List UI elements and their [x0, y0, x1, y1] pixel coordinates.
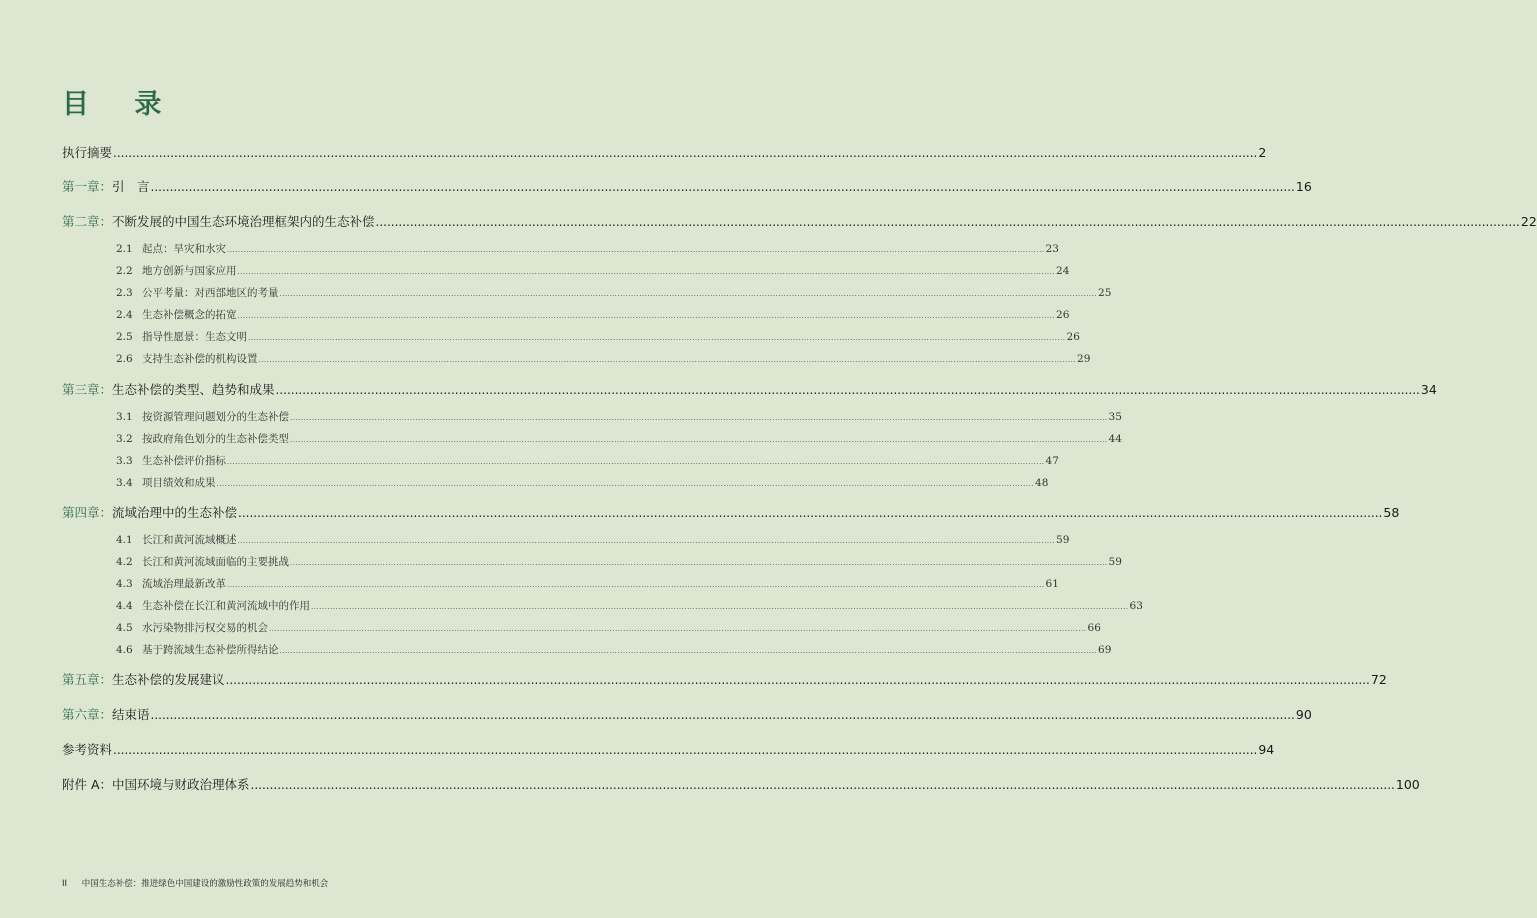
dot-leader: ............................................................................................................................................................................................................................................................................................................ — [290, 559, 1108, 567]
toc-subentry[interactable] — [116, 532, 1070, 547]
chapter-number: 第二章： — [62, 214, 113, 229]
section-title: 生态补偿在长江和黄河流域中的作用 — [142, 600, 310, 612]
toc-page-number: 47 — [1045, 455, 1059, 467]
toc-subentry[interactable] — [116, 263, 1070, 278]
dot-leader: ............................................................................................................................................................................................................................................................................................................ — [269, 625, 1087, 633]
dot-leader: ............................................................................................................................................................................................................................................................................................................ — [238, 506, 1383, 520]
toc-page-number: 48 — [1035, 477, 1049, 489]
section-number: 2.4 — [116, 309, 133, 321]
chapter-number: 第五章： — [62, 672, 113, 687]
toc-entry-chapter-2[interactable] — [62, 212, 1537, 230]
toc-subentry[interactable] — [116, 431, 1122, 446]
toc-entry-exec-summary[interactable] — [62, 143, 1267, 161]
toc-entry-label: 执行摘要 — [62, 145, 113, 160]
dot-leader: ............................................................................................................................................................................................................................................................................................................ — [113, 743, 1258, 757]
section-number: 2.3 — [116, 287, 133, 299]
section-number: 4.1 — [116, 534, 133, 546]
section-title: 生态补偿评价指标 — [142, 455, 226, 467]
dot-leader: ............................................................................................................................................................................................................................................................................................................ — [225, 673, 1370, 687]
page-footer — [62, 877, 328, 889]
toc-page-number: 29 — [1077, 353, 1091, 365]
footer-page-number: II — [62, 879, 68, 889]
dot-leader: ............................................................................................................................................................................................................................................................................................................ — [279, 290, 1098, 298]
dot-leader: ............................................................................................................................................................................................................................................................................................................ — [250, 778, 1395, 792]
section-title: 按资源管理问题划分的生态补偿 — [142, 411, 289, 423]
section-title: 项目绩效和成果 — [142, 477, 216, 489]
toc-subentry[interactable] — [116, 576, 1059, 591]
toc-subentry[interactable] — [116, 241, 1059, 256]
section-title: 按政府角色划分的生态补偿类型 — [142, 433, 289, 445]
section-number: 3.1 — [116, 411, 133, 423]
section-number: 4.4 — [116, 600, 133, 612]
toc-page-number: 16 — [1295, 179, 1312, 194]
section-number: 4.6 — [116, 644, 133, 656]
section-title: 指导性愿景：生态文明 — [142, 331, 247, 343]
chapter-title: 引 言 — [112, 179, 150, 194]
toc-page-number: 58 — [1383, 505, 1400, 520]
toc-page-number: 94 — [1258, 742, 1275, 757]
dot-leader: ............................................................................................................................................................................................................................................................................................................ — [279, 647, 1098, 655]
section-number: 4.3 — [116, 578, 133, 590]
dot-leader: ............................................................................................................................................................................................................................................................................................................ — [237, 268, 1056, 276]
toc-subentry[interactable] — [116, 409, 1122, 424]
toc-page-number: 22 — [1520, 214, 1537, 229]
dot-leader: ............................................................................................................................................................................................................................................................................................................ — [375, 215, 1520, 229]
chapter-title: 流域治理中的生态补偿 — [112, 505, 238, 520]
chapter-title: 生态补偿的类型、趋势和成果 — [112, 382, 275, 397]
section-title: 长江和黄河流域面临的主要挑战 — [142, 556, 289, 568]
dot-leader: ............................................................................................................................................................................................................................................................................................................ — [290, 414, 1108, 422]
dot-leader: ............................................................................................................................................................................................................................................................................................................ — [275, 383, 1420, 397]
toc-subentry[interactable] — [116, 642, 1112, 657]
chapter-number: 第六章： — [62, 707, 113, 722]
toc-page-number: 34 — [1420, 382, 1437, 397]
toc-entry-chapter-1[interactable] — [62, 177, 1312, 195]
dot-leader: ............................................................................................................................................................................................................................................................................................................ — [248, 334, 1066, 342]
section-number: 3.4 — [116, 477, 133, 489]
toc-entry-chapter-3[interactable] — [62, 380, 1437, 398]
toc-page-number: 72 — [1370, 672, 1387, 687]
toc-subentry[interactable] — [116, 351, 1091, 366]
dot-leader: ............................................................................................................................................................................................................................................................................................................ — [227, 246, 1045, 254]
section-title: 地方创新与国家应用 — [142, 265, 237, 277]
section-title: 长江和黄河流域概述 — [142, 534, 237, 546]
toc-page-number: 26 — [1066, 331, 1080, 343]
toc-page-number: 25 — [1098, 287, 1112, 299]
dot-leader: ............................................................................................................................................................................................................................................................................................................ — [150, 708, 1295, 722]
toc-entry-chapter-4[interactable] — [62, 503, 1400, 521]
chapter-title: 结束语 — [112, 707, 150, 722]
toc-page-number: 26 — [1056, 309, 1070, 321]
dot-leader: ............................................................................................................................................................................................................................................................................................................ — [237, 312, 1056, 320]
chapter-title: 不断发展的中国生态环境治理框架内的生态补偿 — [112, 214, 375, 229]
section-number: 4.2 — [116, 556, 133, 568]
section-number: 4.5 — [116, 622, 133, 634]
dot-leader: ............................................................................................................................................................................................................................................................................................................ — [150, 180, 1295, 194]
section-number: 2.5 — [116, 331, 133, 343]
toc-subentry[interactable] — [116, 598, 1143, 613]
dot-leader: ............................................................................................................................................................................................................................................................................................................ — [227, 458, 1045, 466]
toc-page-number: 100 — [1395, 777, 1420, 792]
section-title: 生态补偿概念的拓宽 — [142, 309, 237, 321]
dot-leader: ............................................................................................................................................................................................................................................................................................................ — [311, 603, 1129, 611]
toc-subentry[interactable] — [116, 307, 1070, 322]
section-number: 3.3 — [116, 455, 133, 467]
toc-page-number: 44 — [1108, 433, 1122, 445]
section-title: 流域治理最新改革 — [142, 578, 226, 590]
toc-page-number: 66 — [1087, 622, 1101, 634]
chapter-number: 第四章： — [62, 505, 113, 520]
dot-leader: ............................................................................................................................................................................................................................................................................................................ — [227, 581, 1045, 589]
section-title: 基于跨流域生态补偿所得结论 — [142, 644, 279, 656]
chapter-number: 第一章： — [62, 179, 113, 194]
section-title: 水污染物排污权交易的机会 — [142, 622, 268, 634]
dot-leader: ............................................................................................................................................................................................................................................................................................................ — [290, 436, 1108, 444]
section-number: 3.2 — [116, 433, 133, 445]
toc-subentry[interactable] — [116, 453, 1059, 468]
chapter-title: 生态补偿的发展建议 — [112, 672, 225, 687]
section-number: 2.6 — [116, 353, 133, 365]
toc-subentry[interactable] — [116, 620, 1101, 635]
toc-page-number: 59 — [1108, 556, 1122, 568]
toc-page-number: 2 — [1258, 145, 1267, 160]
toc-page-number: 61 — [1045, 578, 1059, 590]
dot-leader: ............................................................................................................................................................................................................................................................................................................ — [237, 537, 1056, 545]
dot-leader: ............................................................................................................................................................................................................................................................................................................ — [113, 146, 1258, 160]
dot-leader: ............................................................................................................................................................................................................................................................................................................ — [258, 356, 1077, 364]
toc-page-number: 35 — [1108, 411, 1122, 423]
toc-page-number: 90 — [1295, 707, 1312, 722]
toc-page-number: 59 — [1056, 534, 1070, 546]
section-title: 公平考量：对西部地区的考量 — [142, 287, 279, 299]
toc-entry-appendix-a[interactable] — [62, 775, 1420, 793]
toc-entry-label: 附件 A：中国环境与财政治理体系 — [62, 777, 250, 792]
toc-subentry[interactable] — [116, 329, 1080, 344]
footer-running-title: 中国生态补偿：推进绿色中国建设的激励性政策的发展趋势和机会 — [81, 879, 329, 889]
chapter-number: 第三章： — [62, 382, 113, 397]
toc-entry-chapter-5[interactable] — [62, 670, 1387, 688]
section-number: 2.2 — [116, 265, 133, 277]
toc-subentry[interactable] — [116, 475, 1049, 490]
toc-entry-references[interactable] — [62, 740, 1275, 758]
toc-entry-chapter-6[interactable] — [62, 705, 1312, 723]
toc-page-number: 69 — [1098, 644, 1112, 656]
toc-page-number: 24 — [1056, 265, 1070, 277]
toc-page-number: 63 — [1129, 600, 1143, 612]
section-title: 支持生态补偿的机构设置 — [142, 353, 258, 365]
toc-page-number: 23 — [1045, 243, 1059, 255]
toc-subentry[interactable] — [116, 554, 1122, 569]
toc-subentry[interactable] — [116, 285, 1112, 300]
toc-entry-label: 参考资料 — [62, 742, 113, 757]
page-title: 目 录 — [62, 89, 180, 120]
dot-leader: ............................................................................................................................................................................................................................................................................................................ — [216, 480, 1035, 488]
section-title: 起点：旱灾和水灾 — [142, 243, 226, 255]
section-number: 2.1 — [116, 243, 133, 255]
